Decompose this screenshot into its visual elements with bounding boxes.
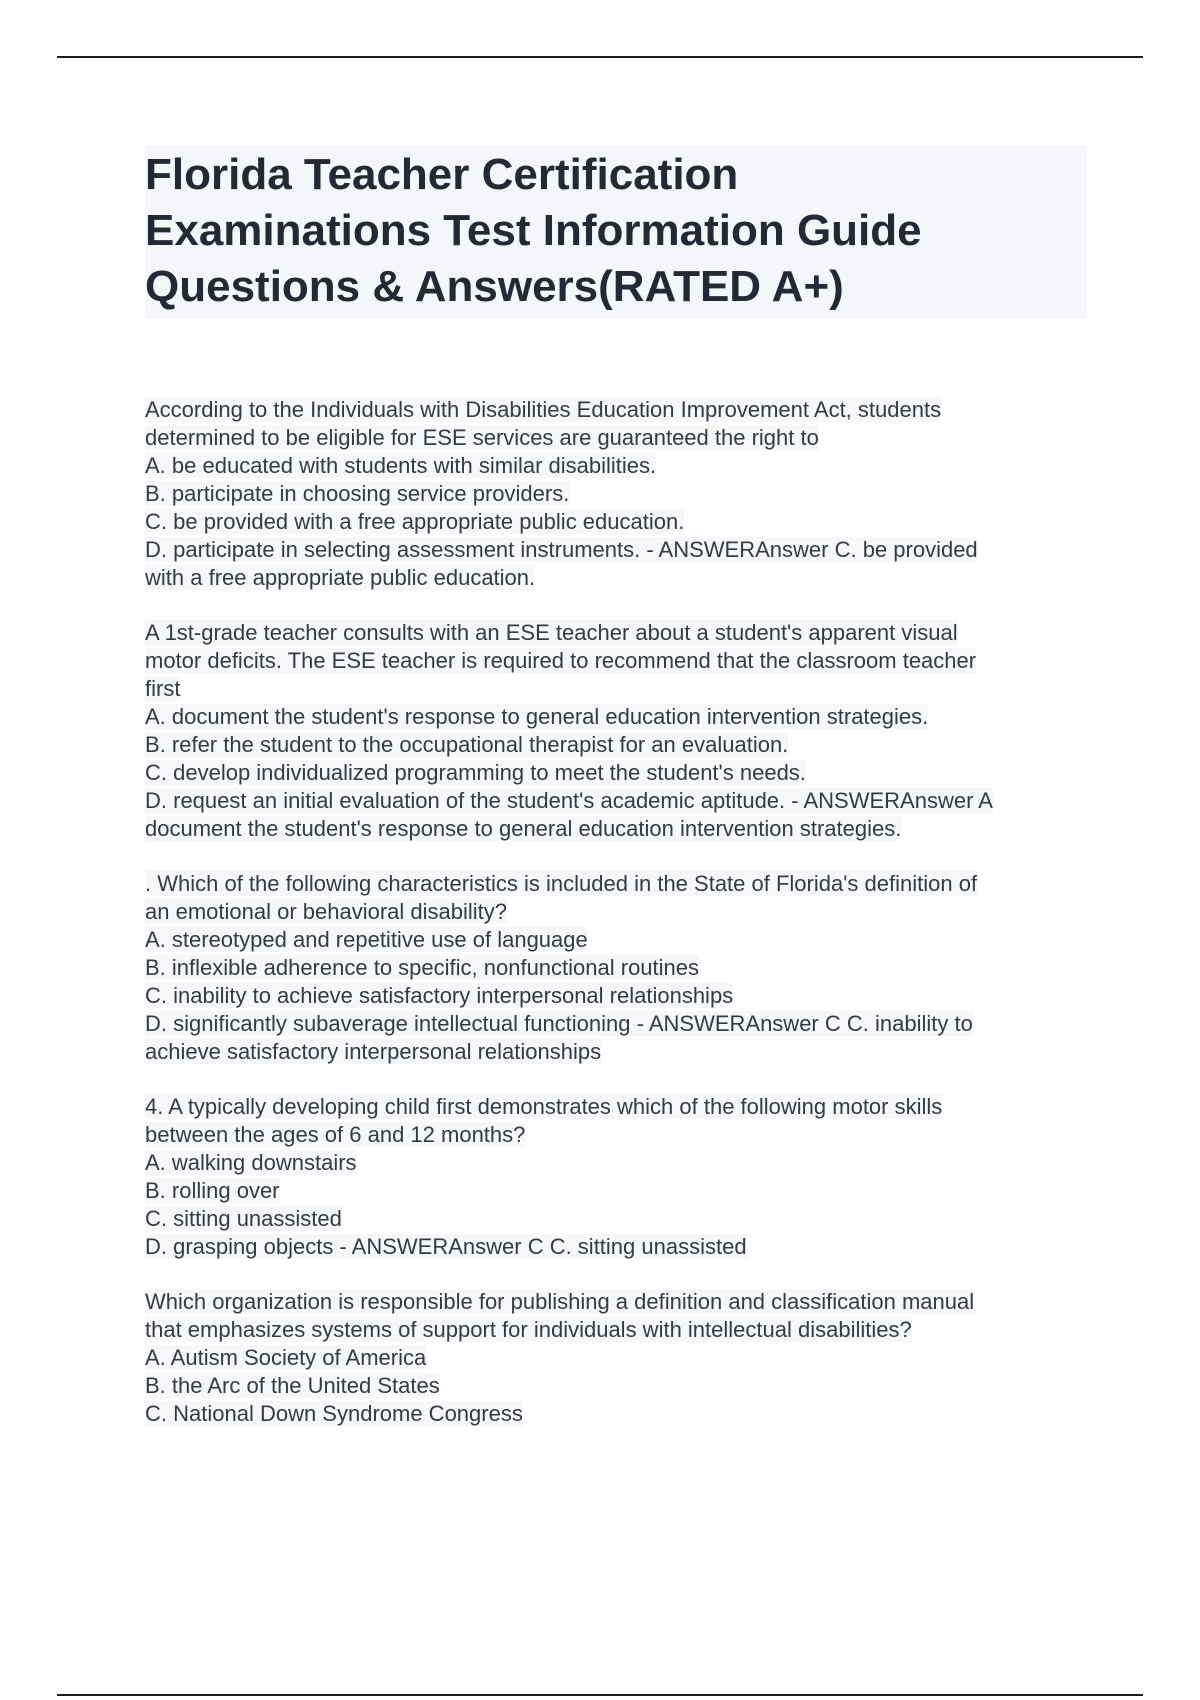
answer-option: A. document the student's response to general education intervention strategies. <box>145 704 929 729</box>
answer-option: D. request an initial evaluation of the student's academic aptitude. - ANSWERAnswer A <box>145 788 993 813</box>
answer-option: D. grasping objects - ANSWERAnswer C C. sitting unassisted <box>145 1234 747 1259</box>
answer-option: B. rolling over <box>145 1178 280 1203</box>
answer-option: B. the Arc of the United States <box>145 1373 440 1398</box>
answer-option: C. be provided with a free appropriate public education. <box>145 509 685 534</box>
answer-option: D. significantly subaverage intellectual functioning - ANSWERAnswer C C. inability to <box>145 1011 973 1036</box>
answer-option: A. Autism Society of America <box>145 1345 427 1370</box>
question-line: determined to be eligible for ESE services are guaranteed the right to <box>145 425 819 450</box>
answer-option: C. inability to achieve satisfactory interpersonal relationships <box>145 983 734 1008</box>
question-block <box>145 1288 1087 1428</box>
question-line: that emphasizes systems of support for individuals with intellectual disabilities? <box>145 1317 912 1342</box>
answer-option: C. sitting unassisted <box>145 1206 342 1231</box>
answer-line: with a free appropriate public education. <box>145 565 536 590</box>
question-line: first <box>145 676 181 701</box>
question-line: A 1st-grade teacher consults with an ESE teacher about a student's apparent visual <box>145 620 958 645</box>
document-title <box>145 147 1087 315</box>
title-block <box>145 145 1087 319</box>
answer-option: A. be educated with students with similar disabilities. <box>145 453 657 478</box>
answer-line: document the student's response to general education intervention strategies. <box>145 816 902 841</box>
question-line: Which organization is responsible for publishing a definition and classification manual <box>145 1289 975 1314</box>
answer-option: C. develop individualized programming to meet the student's needs. <box>145 760 806 785</box>
title-line: Examinations Test Information Guide <box>145 206 922 255</box>
question-block <box>145 396 1087 592</box>
top-rule <box>57 56 1143 58</box>
answer-option: A. walking downstairs <box>145 1150 357 1175</box>
question-line: motor deficits. The ESE teacher is required to recommend that the classroom teacher <box>145 648 977 673</box>
answer-option: A. stereotyped and repetitive use of language <box>145 927 588 952</box>
answer-option: D. participate in selecting assessment instruments. - ANSWERAnswer C. be provided <box>145 537 978 562</box>
answer-line: achieve satisfactory interpersonal relationships <box>145 1039 602 1064</box>
title-line: Florida Teacher Certification <box>145 150 739 199</box>
question-block <box>145 870 1087 1066</box>
question-line: According to the Individuals with Disabilities Education Improvement Act, students <box>145 397 942 422</box>
title-line: Questions & Answers(RATED A+) <box>145 262 844 311</box>
answer-option: B. inflexible adherence to specific, nonfunctional routines <box>145 955 700 980</box>
questions-list <box>145 396 1087 1455</box>
answer-option: B. refer the student to the occupational therapist for an evaluation. <box>145 732 789 757</box>
question-line: . Which of the following characteristics is included in the State of Florida's definition of <box>145 871 978 896</box>
answer-option: B. participate in choosing service providers. <box>145 481 570 506</box>
bottom-rule <box>57 1694 1143 1696</box>
answer-option: C. National Down Syndrome Congress <box>145 1401 523 1426</box>
question-line: between the ages of 6 and 12 months? <box>145 1122 526 1147</box>
question-block <box>145 1093 1087 1261</box>
question-block <box>145 619 1087 843</box>
question-line: 4. A typically developing child first demonstrates which of the following motor skills <box>145 1094 943 1119</box>
question-line: an emotional or behavioral disability? <box>145 899 507 924</box>
